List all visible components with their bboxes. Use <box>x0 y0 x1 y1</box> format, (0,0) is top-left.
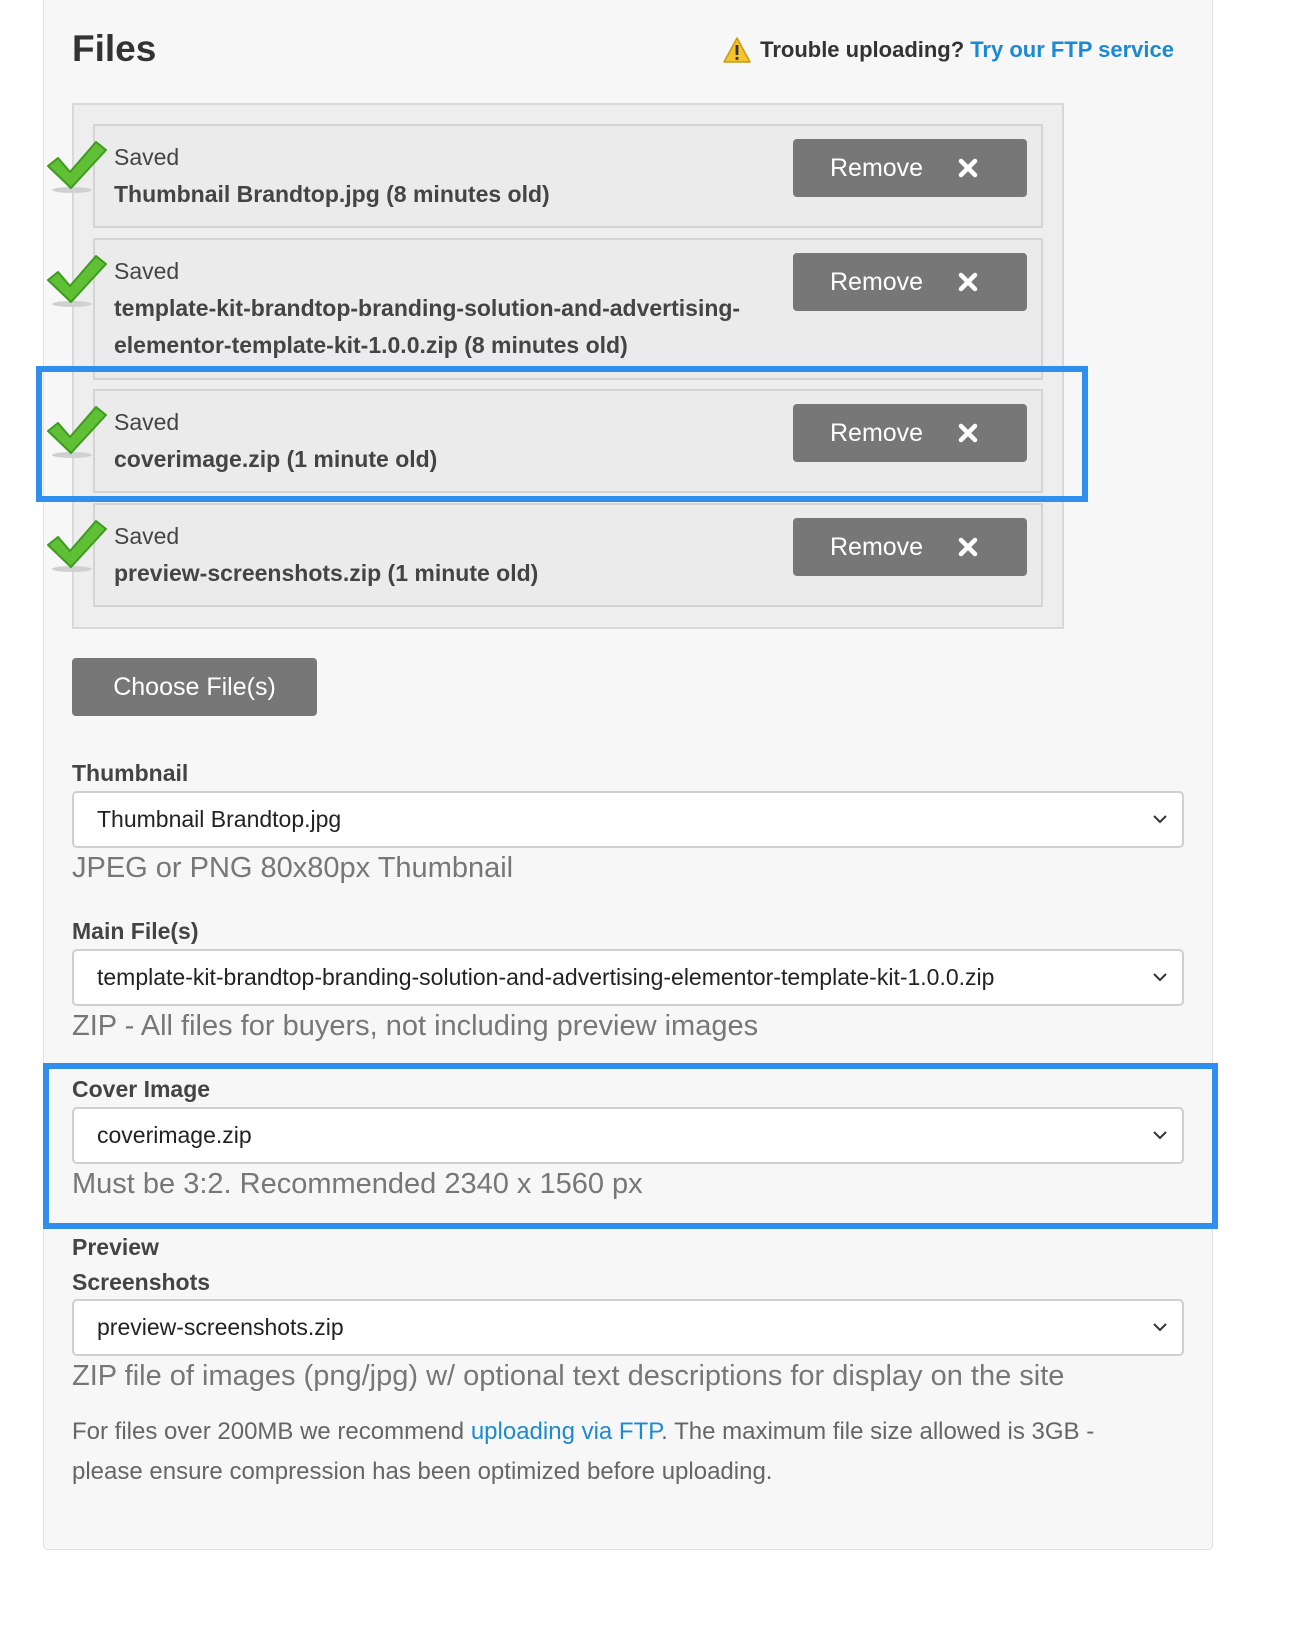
upload-filename: preview-screenshots.zip (1 minute old) <box>114 560 539 586</box>
trouble-text: Trouble uploading? <box>760 37 965 62</box>
chevron-down-icon <box>1152 1320 1168 1334</box>
warning-icon <box>722 36 752 64</box>
remove-label: Remove <box>830 532 924 561</box>
chevron-down-icon <box>1152 970 1168 984</box>
close-icon <box>957 422 979 444</box>
ftp-upload-link[interactable]: uploading via FTP <box>470 1418 662 1445</box>
chevron-down-icon <box>1152 812 1168 826</box>
close-icon <box>957 536 979 558</box>
close-icon <box>957 271 979 293</box>
page-title: Files <box>72 28 157 69</box>
preview-screenshots-select-value: preview-screenshots.zip <box>97 1314 344 1340</box>
cover-image-label: Cover Image <box>72 1076 211 1102</box>
preview-screenshots-hint: ZIP file of images (png/jpg) w/ optional text descriptions for display on the site <box>72 1360 1065 1392</box>
checkmark-icon <box>44 517 108 573</box>
upload-status: Saved <box>114 523 180 549</box>
chevron-down-icon <box>1152 1128 1168 1142</box>
upload-filename: coverimage.zip (1 minute old) <box>114 446 438 472</box>
cover-image-select[interactable] <box>72 1107 1184 1164</box>
thumbnail-select-value: Thumbnail Brandtop.jpg <box>97 806 342 832</box>
choose-files-button[interactable]: Choose File(s) <box>72 658 317 716</box>
remove-button[interactable] <box>793 404 1027 462</box>
remove-button[interactable] <box>793 518 1027 576</box>
ftp-service-link[interactable]: Try our FTP service <box>970 37 1174 62</box>
upload-status: Saved <box>114 144 180 170</box>
note-text-after: . The maximum file size allowed is 3GB - please ensure compression has been optimized before uploading. <box>72 1418 1095 1485</box>
remove-button[interactable] <box>793 253 1027 311</box>
close-icon <box>957 157 979 179</box>
cover-image-hint: Must be 3:2. Recommended 2340 x 1560 px <box>72 1168 643 1200</box>
upload-status: Saved <box>114 409 180 435</box>
preview-screenshots-label-line2: Screenshots <box>72 1269 211 1295</box>
upload-filename: template-kit-brandtop-branding-solution-and-advertising-elementor-template-kit-1.0.0.zip (8 minutes old) <box>114 295 741 358</box>
thumbnail-select[interactable] <box>72 791 1184 848</box>
upload-filename: Thumbnail Brandtop.jpg (8 minutes old) <box>114 181 550 207</box>
checkmark-icon <box>44 403 108 459</box>
upload-status: Saved <box>114 258 180 284</box>
main-files-select-value: template-kit-brandtop-branding-solution-and-advertising-elementor-template-kit-1.0.0.zip <box>97 964 995 990</box>
remove-label: Remove <box>830 153 924 182</box>
main-files-hint: ZIP - All files for buyers, not including preview images <box>72 1010 759 1042</box>
upload-help <box>722 36 1174 64</box>
note-text-before: For files over 200MB we recommend <box>72 1418 471 1445</box>
preview-screenshots-label-line1: Preview <box>72 1234 159 1260</box>
remove-label: Remove <box>830 418 924 447</box>
preview-screenshots-select[interactable] <box>72 1299 1184 1356</box>
remove-button[interactable] <box>793 139 1027 197</box>
cover-image-select-value: coverimage.zip <box>97 1122 252 1148</box>
checkmark-icon <box>44 252 108 308</box>
main-files-label: Main File(s) <box>72 918 199 944</box>
remove-label: Remove <box>830 267 924 296</box>
preview-screenshots-label <box>72 1230 210 1300</box>
file-size-note <box>72 1412 1162 1492</box>
checkmark-icon <box>44 138 108 194</box>
main-files-select[interactable] <box>72 949 1184 1006</box>
thumbnail-label: Thumbnail <box>72 760 189 786</box>
thumbnail-hint: JPEG or PNG 80x80px Thumbnail <box>72 852 514 884</box>
